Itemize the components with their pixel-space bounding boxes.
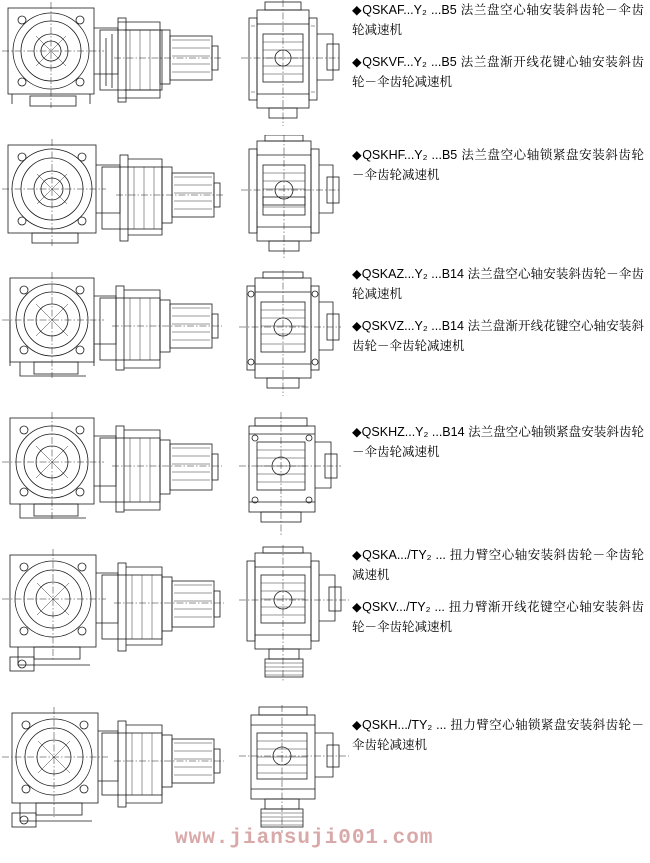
caption-column	[352, 715, 644, 767]
gearbox-front-view-drawing	[235, 705, 355, 840]
gearbox-side-view-drawing	[0, 545, 230, 695]
gearbox-side-view-drawing	[0, 270, 230, 406]
product-caption: ◆QSKH.../TY₂ ... 扭力臂空心轴锁紧盘安装斜齿轮－伞齿轮减速机	[352, 718, 644, 752]
gearbox-side-view-drawing	[0, 412, 230, 542]
caption-column	[352, 264, 644, 368]
product-caption: ◆QSKHF...Y₂ ...B5 法兰盘空心轴锁紧盘安装斜齿轮－伞齿轮减速机	[352, 148, 644, 182]
gearbox-front-view-drawing	[235, 545, 355, 695]
product-row	[0, 135, 650, 270]
product-row	[0, 545, 650, 705]
product-caption: ◆QSKAF...Y₂ ...B5 法兰盘空心轴安装斜齿轮－伞齿轮减速机	[352, 3, 644, 37]
gearbox-front-view-drawing	[235, 0, 345, 130]
gearbox-side-view-drawing	[0, 705, 230, 840]
product-row	[0, 0, 650, 135]
product-caption: ◆QSKV.../TY₂ ... 扭力臂渐开线花键空心轴安装斜齿轮－伞齿轮减速机	[352, 600, 644, 634]
product-row	[0, 705, 650, 845]
gearbox-front-view-drawing	[235, 135, 345, 265]
watermark-text: www.jiansuji001.com	[175, 827, 434, 850]
gearbox-side-view-drawing	[0, 0, 230, 130]
caption-column	[352, 545, 644, 649]
gearbox-front-view-drawing	[235, 412, 345, 542]
caption-column	[352, 422, 644, 474]
product-caption: ◆QSKA.../TY₂ ... 扭力臂空心轴安装斜齿轮－伞齿轮减速机	[352, 548, 644, 582]
product-row	[0, 267, 650, 412]
product-caption: ◆QSKVZ...Y₂ ...B14 法兰盘渐开线花键空心轴安装斜齿轮－伞齿轮减速机	[352, 319, 644, 353]
caption-column	[352, 0, 644, 104]
product-row	[0, 412, 650, 545]
product-caption: ◆QSKVF...Y₂ ...B5 法兰盘渐开线花键心轴安装斜齿轮－伞齿轮减速机	[352, 55, 644, 89]
product-caption: ◆QSKHZ...Y₂ ...B14 法兰盘空心轴锁紧盘安装斜齿轮－伞齿轮减速机	[352, 425, 644, 459]
caption-column	[352, 145, 644, 197]
gearbox-front-view-drawing	[235, 270, 345, 406]
product-caption: ◆QSKAZ...Y₂ ...B14 法兰盘空心轴安装斜齿轮－伞齿轮减速机	[352, 267, 644, 301]
gearbox-side-view-drawing	[0, 135, 230, 265]
